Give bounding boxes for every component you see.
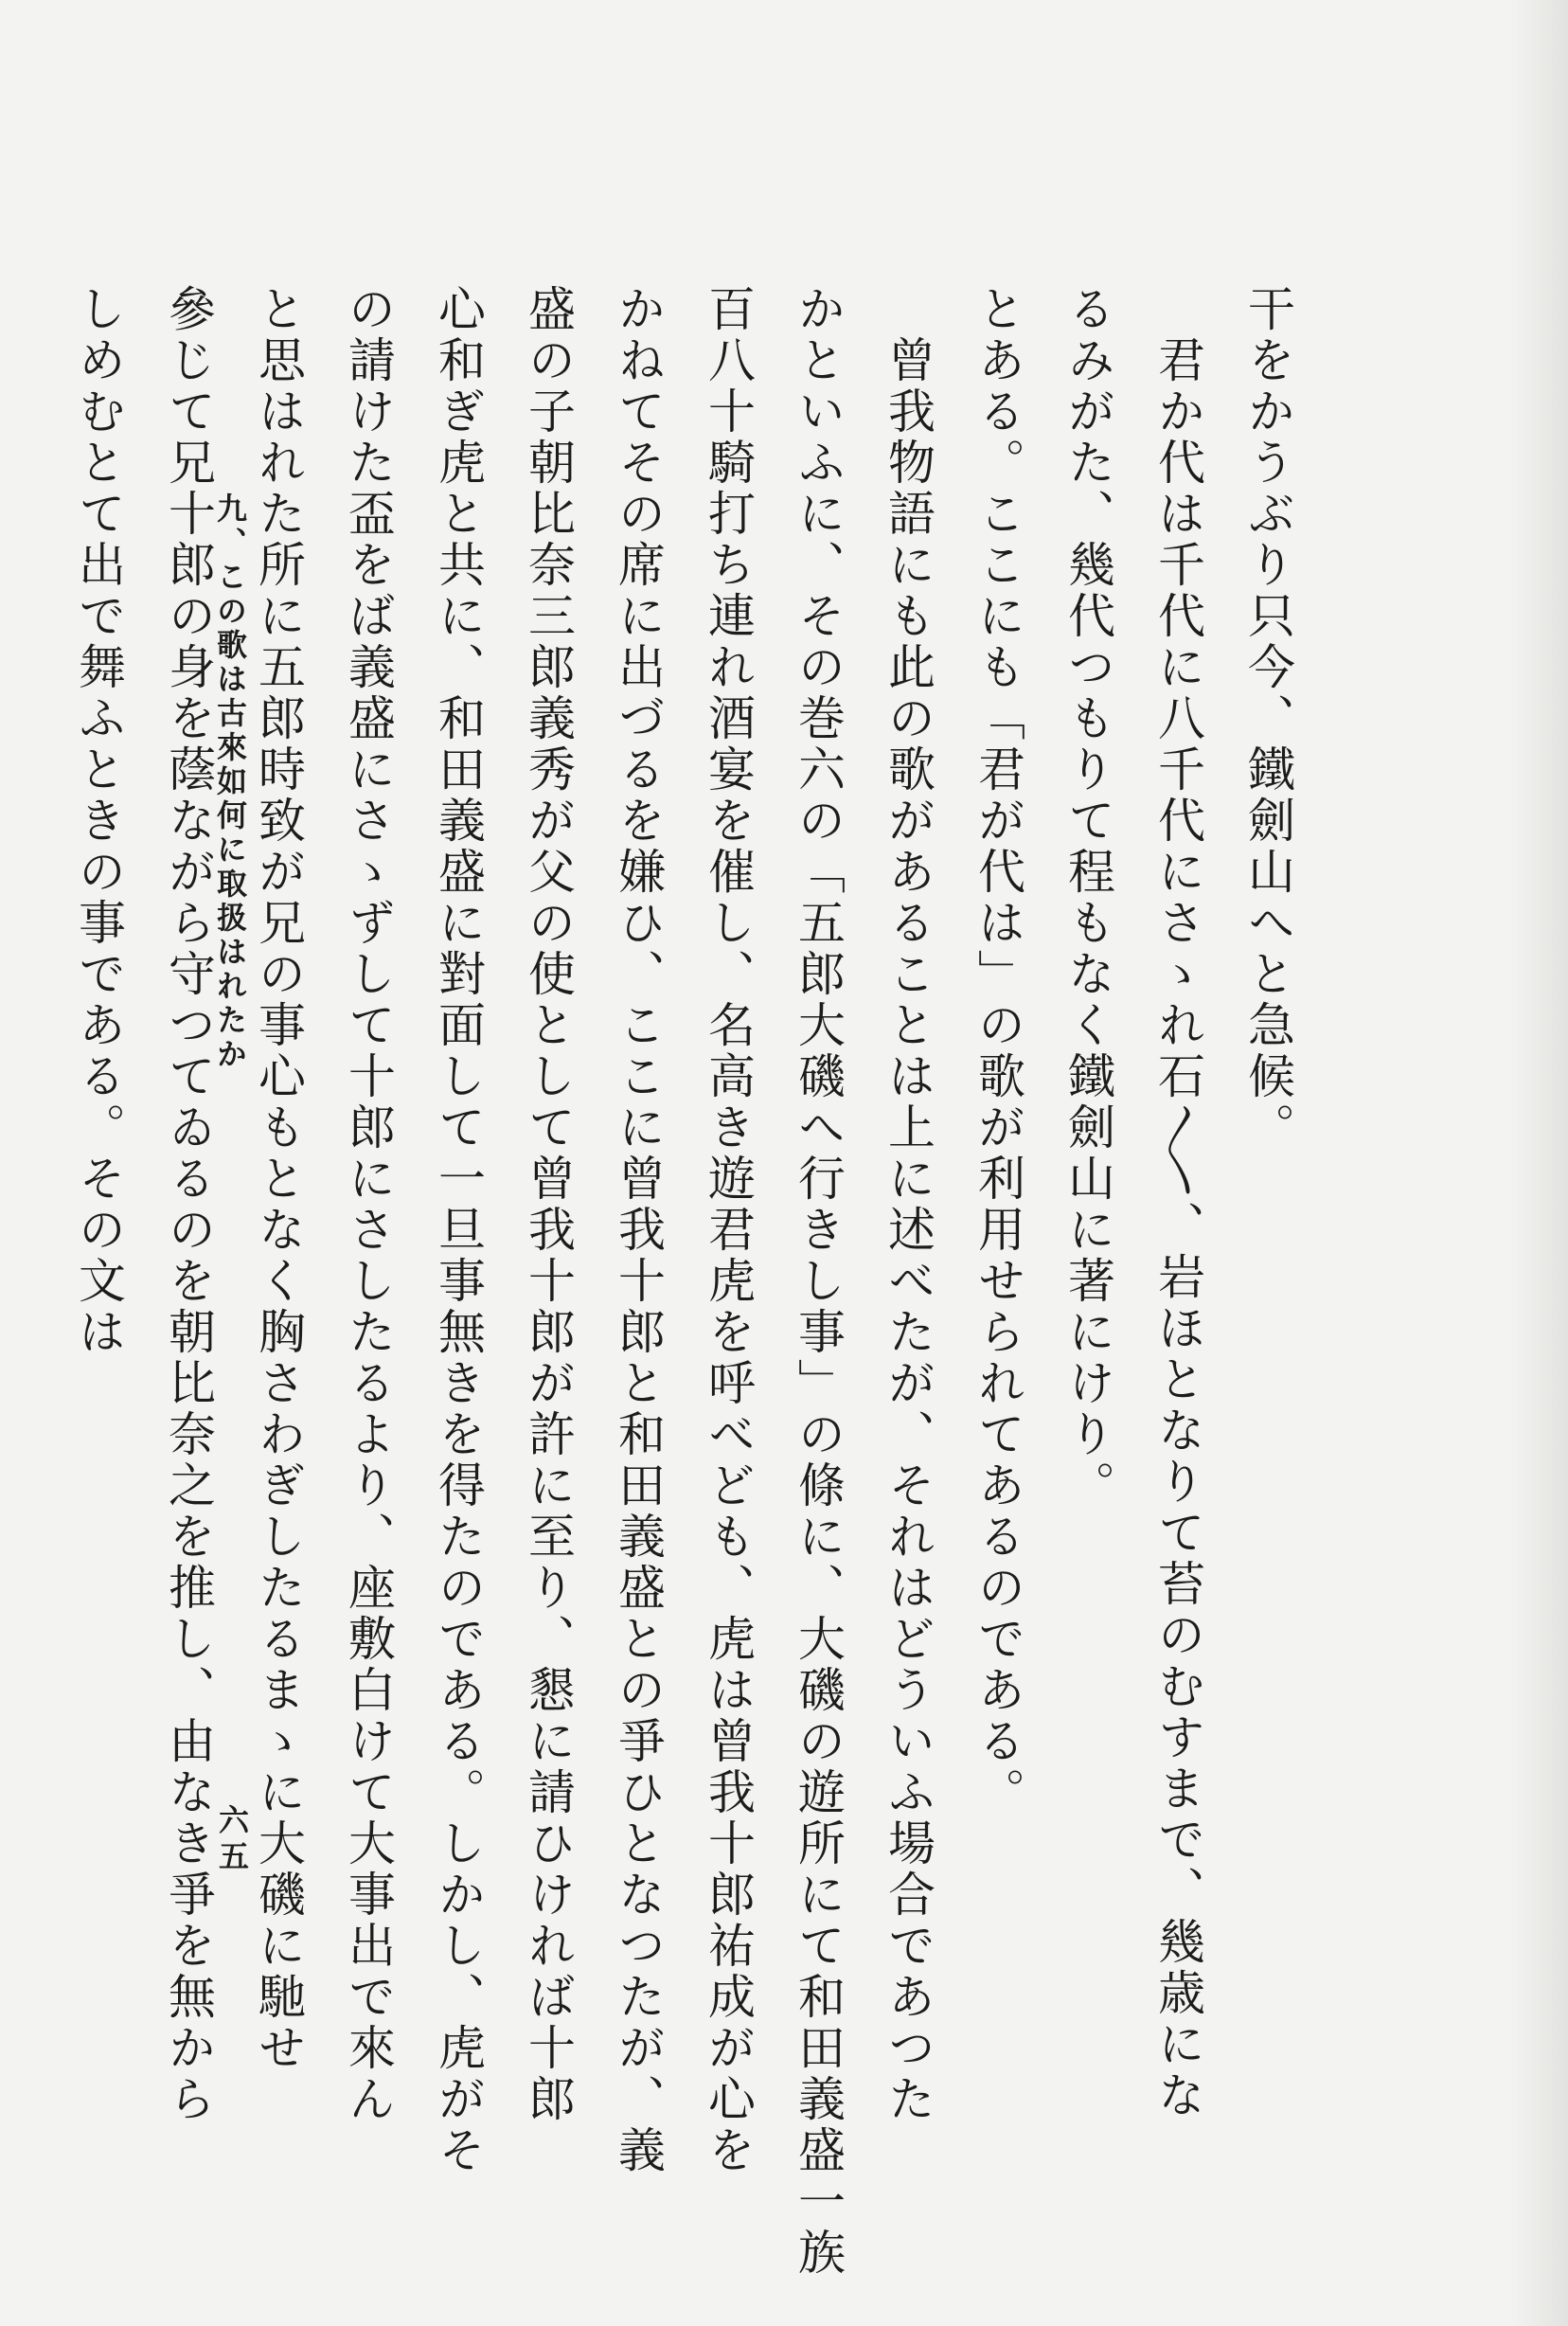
text-line: かねてその席に出づるを嫌ひ、ここに曾我十郎と和田義盛との爭ひとなつたが、義 <box>611 284 666 2176</box>
text-line: 干をかうぶり只今、鐵劍山へと急候。 <box>1240 284 1295 1154</box>
text-line: 君か代は千代に八千代にさゝれ石〳〵、岩ほとなりて苔のむすまで、幾歳にな <box>1150 284 1205 2121</box>
text-line: と思はれた所に五郎時致が兄の事心もとなく胸さわぎしたるまゝに大磯に馳せ <box>251 284 306 2074</box>
text-line: かといふに、その巻六の「五郎大磯へ行きし事」の條に、大磯の遊所にて和田義盛一族 <box>791 284 846 2279</box>
text-line: 參じて兄十郎の身を蔭ながら守つてゐるのを朝比奈之を推し、由なき爭を無から <box>161 284 216 2125</box>
text-line: とある。ここにも「君が代は」の歌が利用せられてあるのである。 <box>971 284 1025 1818</box>
text-line: 百八十騎打ち連れ酒宴を催し、名高き遊君虎を呼べども、虎は曾我十郎祐成が心を <box>701 284 756 2176</box>
page-number: 六五 <box>214 1804 250 1876</box>
page-edge-shadow <box>1511 0 1568 2326</box>
text-line: の請けた盃をば義盛にさゝずして十郎にさしたるより、座敷白けて大事出で來ん <box>341 284 396 2125</box>
running-head: 九、この歌は古來如何に取扱はれたか <box>212 492 248 1072</box>
text-line: しめむとて出で舞ふときの事である。その文は <box>71 284 126 1358</box>
text-line: 盛の子朝比奈三郎義秀が父の使として曾我十郎が許に至り、懇に請ひければ十郎 <box>521 284 576 2125</box>
text-line: るみがた、幾代つもりて程もなく鐵劍山に著にけり。 <box>1060 284 1115 1512</box>
text-line: 心和ぎ虎と共に、和田義盛に對面して一旦事無きを得たのである。しかし、虎がそ <box>431 284 486 2176</box>
text-line: 曾我物語にも此の歌があることは上に述べたが、それはどういふ場合であつた <box>881 284 935 2125</box>
